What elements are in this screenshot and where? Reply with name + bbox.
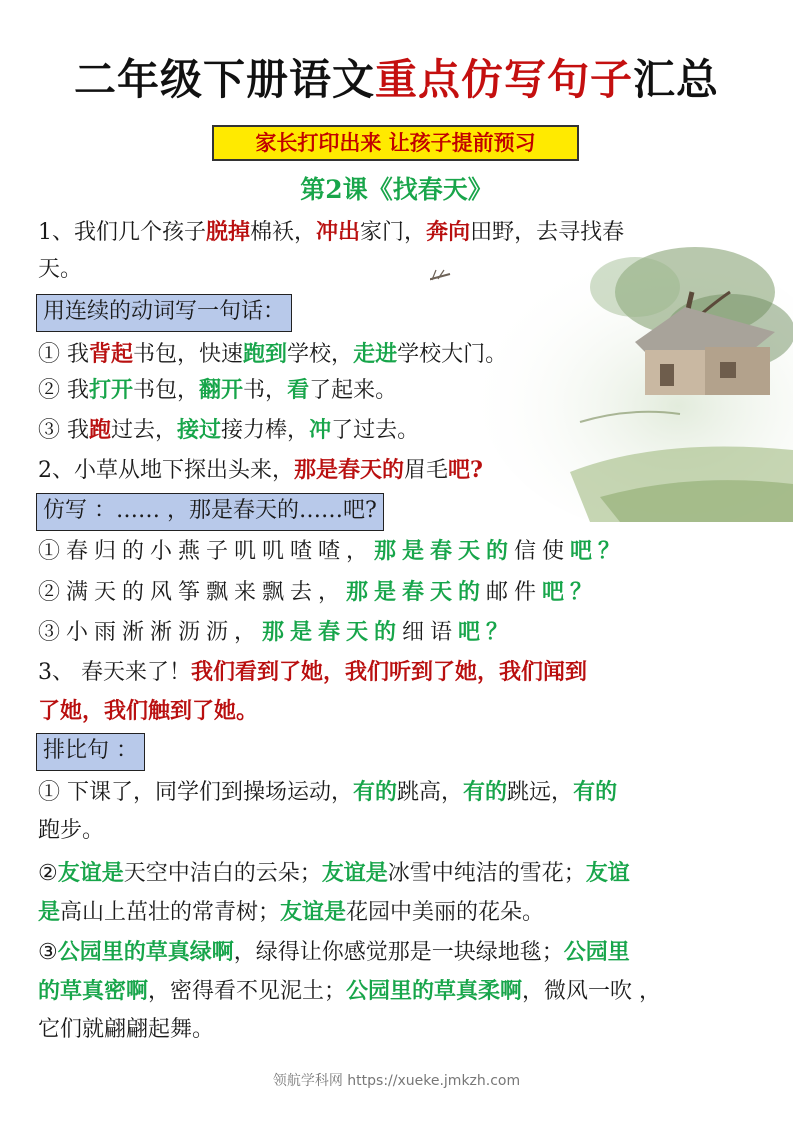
text-segment: 冰雪中纯洁的雪花； xyxy=(387,861,586,886)
highlight-green: 吧？ xyxy=(542,579,599,605)
highlight-green: 打开 xyxy=(89,377,134,403)
highlight-red: 奔向 xyxy=(426,219,471,245)
highlight-green: 翻开 xyxy=(199,377,244,403)
highlight-green: 那是春天的 xyxy=(262,619,403,645)
highlight-green: 友谊 xyxy=(585,860,630,886)
footer-watermark: 领航学科网 https://xueke.jmkzh.com xyxy=(272,1073,521,1089)
highlight-green: 走进 xyxy=(353,341,398,367)
highlight-red: 脱掉 xyxy=(206,219,251,245)
text-segment: ①春归的小燕子叽叽喳喳， xyxy=(38,539,375,564)
text-segment: ③ 我 xyxy=(38,418,89,443)
example-1-1 xyxy=(38,336,507,373)
sentence-1-line-2 xyxy=(38,252,82,288)
example-2-3 xyxy=(38,614,514,651)
highlight-green: 接过 xyxy=(177,417,222,443)
example-3-1-line-2 xyxy=(38,813,104,849)
highlight-green: 吧？ xyxy=(570,538,627,564)
highlight-red: 背起 xyxy=(89,341,134,367)
text-segment: 天空中洁白的云朵； xyxy=(123,861,322,886)
highlight-green: 的草真密啊 xyxy=(38,978,149,1004)
example-3-3-line-3 xyxy=(38,1012,214,1048)
text-segment: 学校， xyxy=(287,342,354,367)
title-part1: 二年级下册语文 xyxy=(73,55,375,104)
text-segment: 田野，去寻找春 xyxy=(470,220,625,245)
text-segment: 2、小草从地下探出头来， xyxy=(38,458,294,483)
title-part3: 汇总 xyxy=(633,55,720,104)
sentence-3-line-2 xyxy=(38,693,258,730)
text-segment: ，密得看不见泥土； xyxy=(148,979,347,1004)
text-segment: 眉毛 xyxy=(404,458,449,483)
text-segment: ② xyxy=(38,861,58,886)
subtitle-banner: 家长打印出来 让孩子提前预习 xyxy=(212,125,579,161)
section-tag-continuous-verbs: 用连续的动词写一句话： xyxy=(36,294,292,332)
highlight-green: 那是春天的 xyxy=(374,538,515,564)
text-segment: 跳远， xyxy=(507,780,574,805)
text-segment: ② 我 xyxy=(38,378,89,403)
section-tag-imitation: 仿写 ：…… ，那是春天的……吧? xyxy=(36,493,384,531)
section-tag-parallelism: 排比句 ： xyxy=(36,733,145,771)
highlight-green: 公园里的草真柔啊 xyxy=(346,978,523,1004)
text-segment: 过去， xyxy=(111,418,178,443)
highlight-green: 友谊是 xyxy=(57,860,124,886)
text-segment: 书包， xyxy=(133,378,200,403)
highlight-green: 那是春天的 xyxy=(346,579,487,605)
text-segment: ③小雨淅淅沥沥， xyxy=(38,620,263,645)
highlight-green: 公园里 xyxy=(563,939,630,965)
example-3-3-line-1 xyxy=(38,934,630,971)
highlight-green: 友谊是 xyxy=(321,860,388,886)
text-segment: 3、 春天来了！ xyxy=(38,660,191,685)
example-3-1-line-1 xyxy=(38,774,617,811)
highlight-green: 有的 xyxy=(463,779,508,805)
text-segment: ① 我 xyxy=(38,342,89,367)
highlight-green: 友谊是 xyxy=(280,899,347,925)
example-2-2 xyxy=(38,574,598,611)
highlight-red: 我们看到了她，我们听到了她，我们闻到 xyxy=(191,659,588,685)
example-2-1 xyxy=(38,533,626,570)
highlight-green: 冲 xyxy=(309,417,332,443)
text-segment: ③ xyxy=(38,940,58,965)
text-segment: 信使 xyxy=(514,539,571,564)
text-segment: 跑步。 xyxy=(38,818,105,843)
text-segment: ②满天的风筝飘来飘去， xyxy=(38,580,347,605)
text-segment: 学校大门。 xyxy=(397,342,508,367)
lesson-heading: 第2课《找春天》 xyxy=(300,175,493,204)
sentence-1-line-1 xyxy=(38,214,624,251)
sentence-3-line-1 xyxy=(38,654,587,691)
page-title xyxy=(0,52,793,108)
highlight-red: 吧? xyxy=(448,457,483,483)
highlight-red: 冲出 xyxy=(316,219,361,245)
highlight-green: 有的 xyxy=(353,779,398,805)
text-segment: 高山上茁壮的常青树； xyxy=(60,900,281,925)
text-segment: ① 下课了，同学们到操场运动， xyxy=(38,780,353,805)
highlight-red: 跑 xyxy=(89,417,112,443)
text-segment: 接力棒， xyxy=(221,418,310,443)
example-1-2 xyxy=(38,372,397,409)
text-segment: 花园中美丽的花朵。 xyxy=(346,900,545,925)
text-segment: 天。 xyxy=(38,257,83,282)
text-segment: 1、我们几个孩子 xyxy=(38,220,206,245)
highlight-green: 有的 xyxy=(573,779,618,805)
highlight-green: 是 xyxy=(38,899,61,925)
highlight-green: 看 xyxy=(287,377,310,403)
text-segment: 了过去。 xyxy=(331,418,420,443)
highlight-red: 那是春天的 xyxy=(294,457,405,483)
highlight-red: 了她，我们触到了她。 xyxy=(38,698,259,724)
example-3-2-line-1 xyxy=(38,855,630,892)
text-segment: 书， xyxy=(243,378,288,403)
example-3-2-line-2 xyxy=(38,894,544,931)
text-segment: 棉袄， xyxy=(250,220,317,245)
highlight-green: 公园里的草真绿啊 xyxy=(57,939,234,965)
text-segment: 它们就翩翩起舞。 xyxy=(38,1017,215,1042)
text-segment: 邮件 xyxy=(486,580,543,605)
highlight-green: 吧？ xyxy=(458,619,515,645)
sentence-2 xyxy=(38,452,483,489)
example-3-3-line-2 xyxy=(38,973,661,1010)
example-1-3 xyxy=(38,412,419,449)
text-segment: 跳高， xyxy=(397,780,464,805)
highlight-green: 跑到 xyxy=(243,341,288,367)
text-segment: 家门， xyxy=(360,220,427,245)
text-segment: ，微风一吹 ， xyxy=(522,979,662,1004)
text-segment: 书包，快速 xyxy=(133,342,244,367)
text-segment: 了起来。 xyxy=(309,378,398,403)
text-segment: ，绿得让你感觉那是一块绿地毯； xyxy=(233,940,564,965)
text-segment: 细语 xyxy=(402,620,459,645)
title-part2: 重点仿写句子 xyxy=(374,55,633,104)
